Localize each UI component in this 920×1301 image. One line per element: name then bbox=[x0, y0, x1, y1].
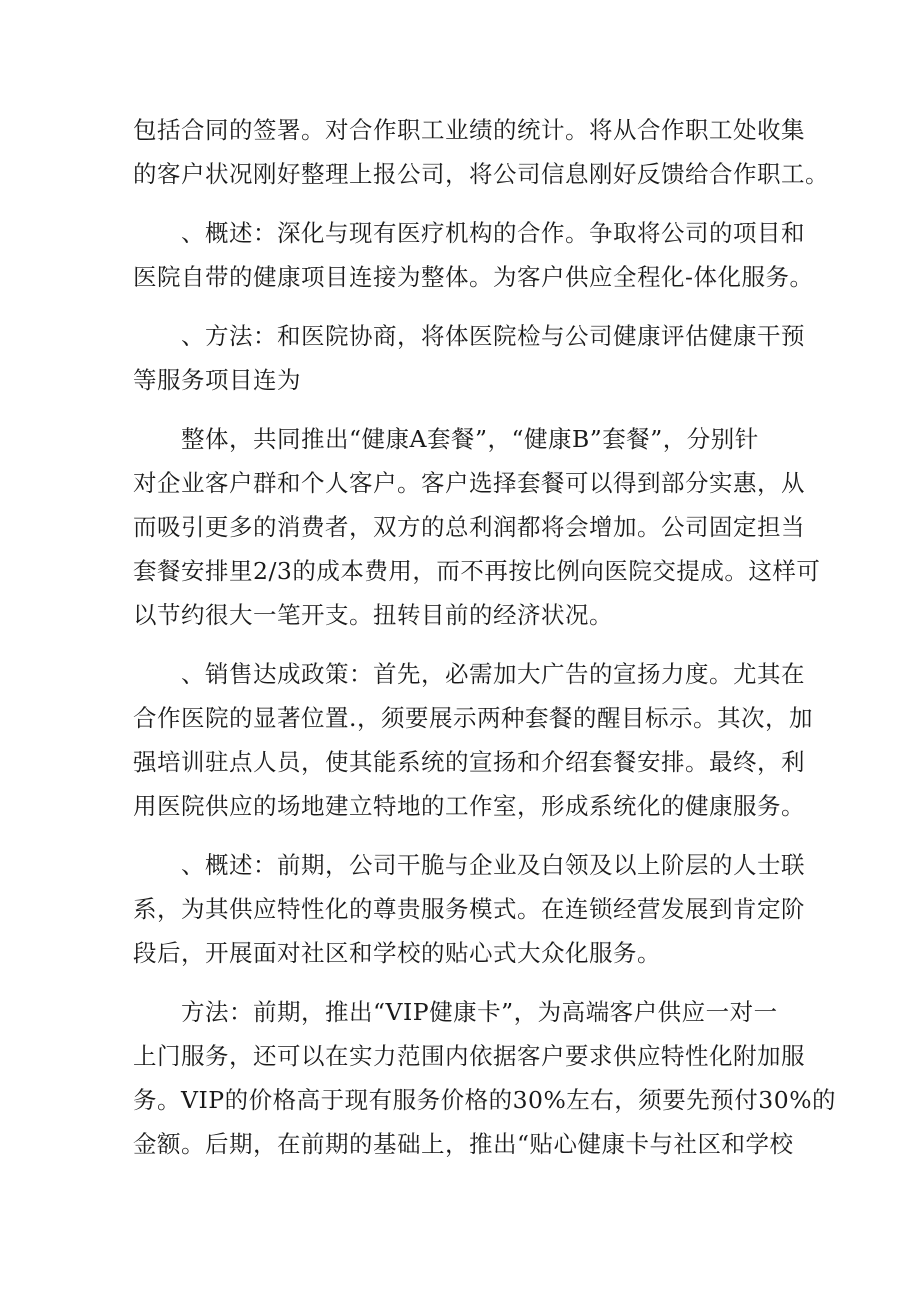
paragraph-gap bbox=[133, 196, 793, 211]
text-line: 医院自带的健康项目连接为整体。为客户供应全程化-体化服务。 bbox=[133, 263, 814, 291]
text-line: 、概述：深化与现有医疗机构的合作。争取将公司的项目和 bbox=[181, 219, 805, 247]
paragraph bbox=[133, 108, 829, 196]
paragraph bbox=[133, 990, 837, 1166]
text-line: 对企业客户群和个人客户。客户选择套餐可以得到部分实惠，从 bbox=[133, 469, 805, 497]
text-line: 的客户状况刚好整理上报公司，将公司信息刚好反馈给合作职工。 bbox=[133, 160, 829, 188]
text-line: 、销售达成政策：首先，必需加大广告的宣扬力度。尤其在 bbox=[181, 660, 805, 688]
text-line: 等服务项目连为 bbox=[133, 366, 301, 394]
paragraph-gap bbox=[133, 299, 793, 314]
text-line: 以节约很大一笔开支。扭转目前的经济状况。 bbox=[133, 601, 613, 629]
text-line: 、方法：和医院协商，将体医院检与公司健康评估健康干预 bbox=[181, 322, 805, 350]
paragraph-gap bbox=[133, 402, 793, 417]
text-line: 包括合同的签署。对合作职工业绩的统计。将从合作职工处收集 bbox=[133, 116, 805, 144]
paragraph-gap bbox=[133, 637, 793, 652]
text-line: 套餐安排里2/3的成本费用，而不再按比例向医院交提成。这样可 bbox=[133, 557, 821, 585]
paragraph bbox=[133, 211, 814, 299]
paragraph bbox=[133, 843, 805, 975]
text-line: 金额。后期，在前期的基础上，推出“贴心健康卡与社区和学校 bbox=[133, 1130, 794, 1158]
text-line: 上门服务，还可以在实力范围内依据客户要求供应特性化附加服 bbox=[133, 1042, 805, 1070]
text-line: 、概述：前期，公司干脆与企业及白领及以上阶层的人士联 bbox=[181, 851, 805, 879]
paragraph-gap bbox=[133, 975, 793, 990]
text-line: 方法：前期，推出“VIP健康卡”，为高端客户供应一对一 bbox=[181, 998, 778, 1026]
document-body bbox=[133, 108, 837, 1166]
paragraph bbox=[133, 314, 805, 402]
text-line: 强培训驻点人员，使其能系统的宣扬和介绍套餐安排。最终，利 bbox=[133, 748, 805, 776]
paragraph-gap bbox=[133, 828, 793, 843]
text-line: 整体，共同推出“健康A套餐”，“健康B”套餐”，分别针 bbox=[181, 425, 759, 453]
text-line: 系，为其供应特性化的尊贵服务模式。在连锁经营发展到肯定阶 bbox=[133, 895, 805, 923]
paragraph bbox=[133, 652, 813, 828]
paragraph bbox=[133, 417, 821, 637]
text-line: 务。VIP的价格高于现有服务价格的30%左右，须要先预付30%的 bbox=[133, 1086, 837, 1114]
text-line: 用医院供应的场地建立特地的工作室，形成系统化的健康服务。 bbox=[133, 792, 805, 820]
text-line: 段后，开展面对社区和学校的贴心式大众化服务。 bbox=[133, 939, 661, 967]
text-line: 合作医院的显著位置.，须要展示两种套餐的醒目标示。其次，加 bbox=[133, 704, 813, 732]
text-line: 而吸引更多的消费者，双方的总利润都将会增加。公司固定担当 bbox=[133, 513, 805, 541]
